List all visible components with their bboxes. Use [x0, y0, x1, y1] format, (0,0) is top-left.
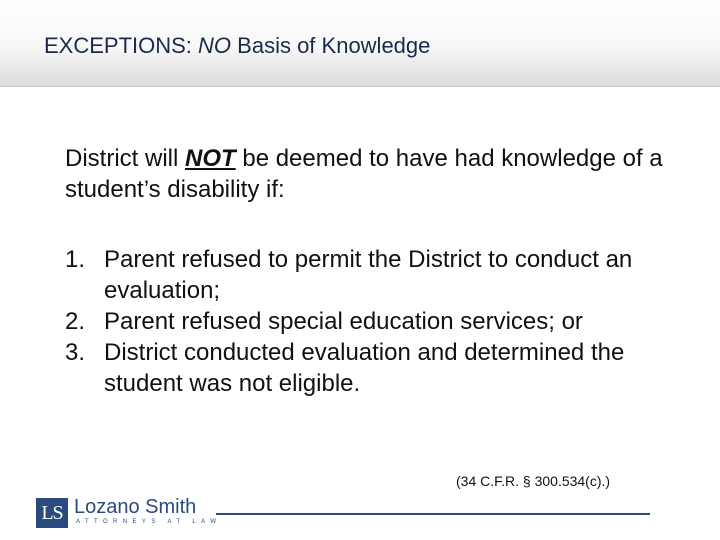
exceptions-list — [65, 244, 665, 399]
intro-emphasis: NOT — [185, 145, 236, 172]
intro-before: District will — [65, 145, 185, 172]
list-item-text: Parent refused to permit the District to conduct an evaluation; — [104, 246, 633, 304]
list-item — [65, 337, 665, 399]
slide-title — [44, 33, 430, 59]
list-item — [65, 306, 665, 337]
slide-header — [0, 0, 720, 87]
firm-logo-icon: LS — [36, 498, 68, 528]
list-item-number: 2. — [65, 308, 86, 335]
title-prefix: EXCEPTIONS: — [44, 33, 199, 58]
title-emphasis: NO — [198, 33, 232, 58]
list-item-text: District conducted evaluation and determined the student was not eligible. — [104, 339, 625, 397]
intro-paragraph — [65, 143, 665, 205]
firm-tagline: ATTORNEYS AT LAW — [76, 519, 222, 525]
list-item — [65, 244, 665, 306]
title-suffix: Basis of Knowledge — [231, 33, 431, 58]
legal-citation: (34 C.F.R. § 300.534(c).) — [456, 473, 611, 489]
firm-name: Lozano Smith — [74, 496, 197, 518]
list-item-text: Parent refused special education services; or — [104, 308, 583, 335]
list-item-number: 1. — [65, 246, 86, 273]
footer-divider — [216, 513, 650, 515]
list-item-number: 3. — [65, 339, 86, 366]
intro-after: be deemed to have had knowledge of a student’s disability if: — [65, 145, 663, 203]
